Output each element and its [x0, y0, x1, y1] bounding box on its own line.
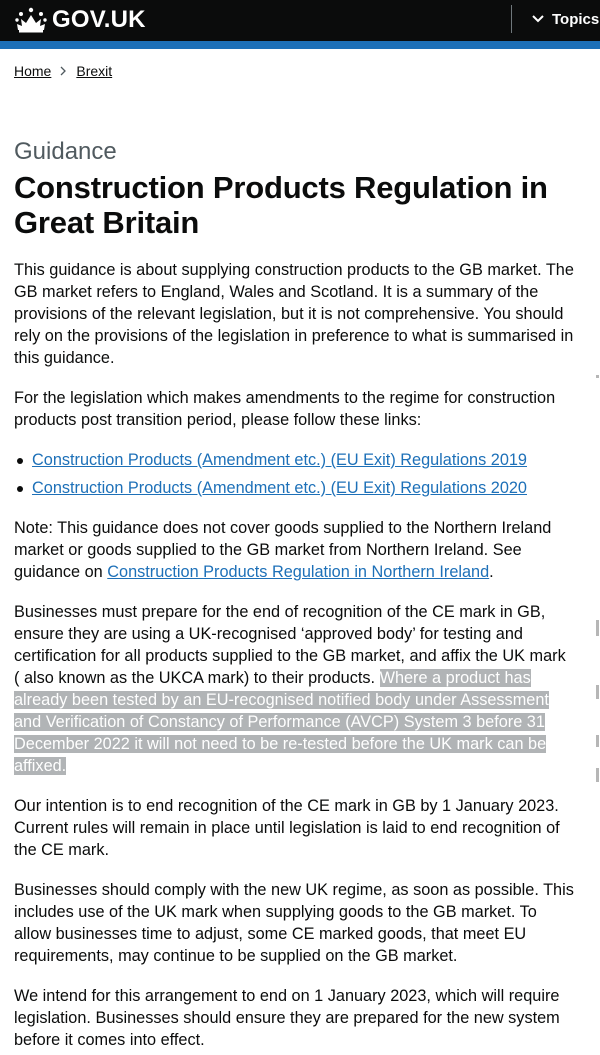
intro-paragraph: This guidance is about supplying construction products to the GB market. The GB market refers to England, Wales and Scotland. It is a summary of the provisions of the relevant legislation, but it is not comprehensive. You should rely on the provisions of the legislation in preference to what is summarised in this guidance.: [14, 261, 574, 367]
breadcrumb-home-link[interactable]: Home: [14, 63, 52, 79]
edge-mark: [596, 620, 599, 636]
note-text: Note: This guidance does not cover goods supplied to the Northern Ireland market or goods supplied to the GB market from Northern Ireland. See guidance on: [14, 519, 552, 581]
ce-mark-text: Businesses must prepare for the end of recognition of the CE mark in GB, ensure they are using a UK-recognised ‘approved body’ for testing and certification for all products supplied to the GB market, and affix the UK mark ( also known as the UKCA mark) to their products.: [14, 603, 566, 687]
page-caption: Guidance: [14, 138, 117, 165]
highlighted-text-selection[interactable]: Where a product has already been tested by an EU-recognised notified body under Assessment and Verification of Constancy of Performance (AVCP) System 3 before 31 December 2022 it will not need to be re-tested before the UK mark can be affixed.: [14, 669, 549, 775]
list-item: [14, 477, 574, 499]
edge-mark: [596, 735, 599, 747]
intention-paragraph: Our intention is to end recognition of the CE mark in GB by 1 January 2023. Current rules will remain in place until legislation is laid to end recognition of the CE mark.: [14, 797, 560, 859]
crown-icon: [14, 6, 48, 34]
breadcrumb-brexit-link[interactable]: Brexit: [76, 63, 113, 79]
main-content: [14, 138, 574, 1055]
header-accent-bar: [0, 41, 600, 49]
breadcrumb: [14, 63, 112, 79]
page-title: Construction Products Regulation in Great Britain: [14, 170, 548, 240]
right-edge-clipped-content: [594, 340, 600, 820]
regulations-2020-link[interactable]: Construction Products (Amendment etc.) (EU Exit) Regulations 2020: [32, 479, 527, 497]
ce-mark-paragraph: [14, 601, 574, 777]
site-header: [0, 0, 600, 41]
topics-button[interactable]: [511, 5, 600, 33]
edge-mark: [596, 375, 599, 378]
northern-ireland-guidance-link[interactable]: Construction Products Regulation in Northern Ireland: [107, 563, 490, 581]
govuk-logo-link[interactable]: [14, 5, 146, 35]
note-suffix: .: [489, 563, 494, 581]
edge-mark: [596, 768, 599, 782]
arrangement-paragraph: We intend for this arrangement to end on 1 January 2023, which will require legislation. Businesses should ensure they are prepared for the new system before it comes into effect.: [14, 987, 560, 1049]
edge-mark: [596, 685, 599, 699]
chevron-right-icon: [60, 66, 67, 76]
note-paragraph: [14, 517, 574, 583]
topics-label: Topics: [552, 10, 600, 28]
regulations-2019-link[interactable]: Construction Products (Amendment etc.) (EU Exit) Regulations 2019: [32, 451, 527, 469]
list-item: [14, 449, 574, 471]
legislation-links-list: [14, 449, 574, 499]
logo-text: GOV.UK: [52, 6, 146, 33]
legislation-paragraph: For the legislation which makes amendments to the regime for construction products post transition period, please follow these links:: [14, 389, 556, 429]
comply-paragraph: Businesses should comply with the new UK regime, as soon as possible. This includes use of the UK mark when supplying goods to the GB market. To allow businesses time to adjust, some CE marked goods, that meet EU requirements, may continue to be supplied on the GB market.: [14, 881, 574, 965]
chevron-down-icon: [532, 15, 544, 23]
